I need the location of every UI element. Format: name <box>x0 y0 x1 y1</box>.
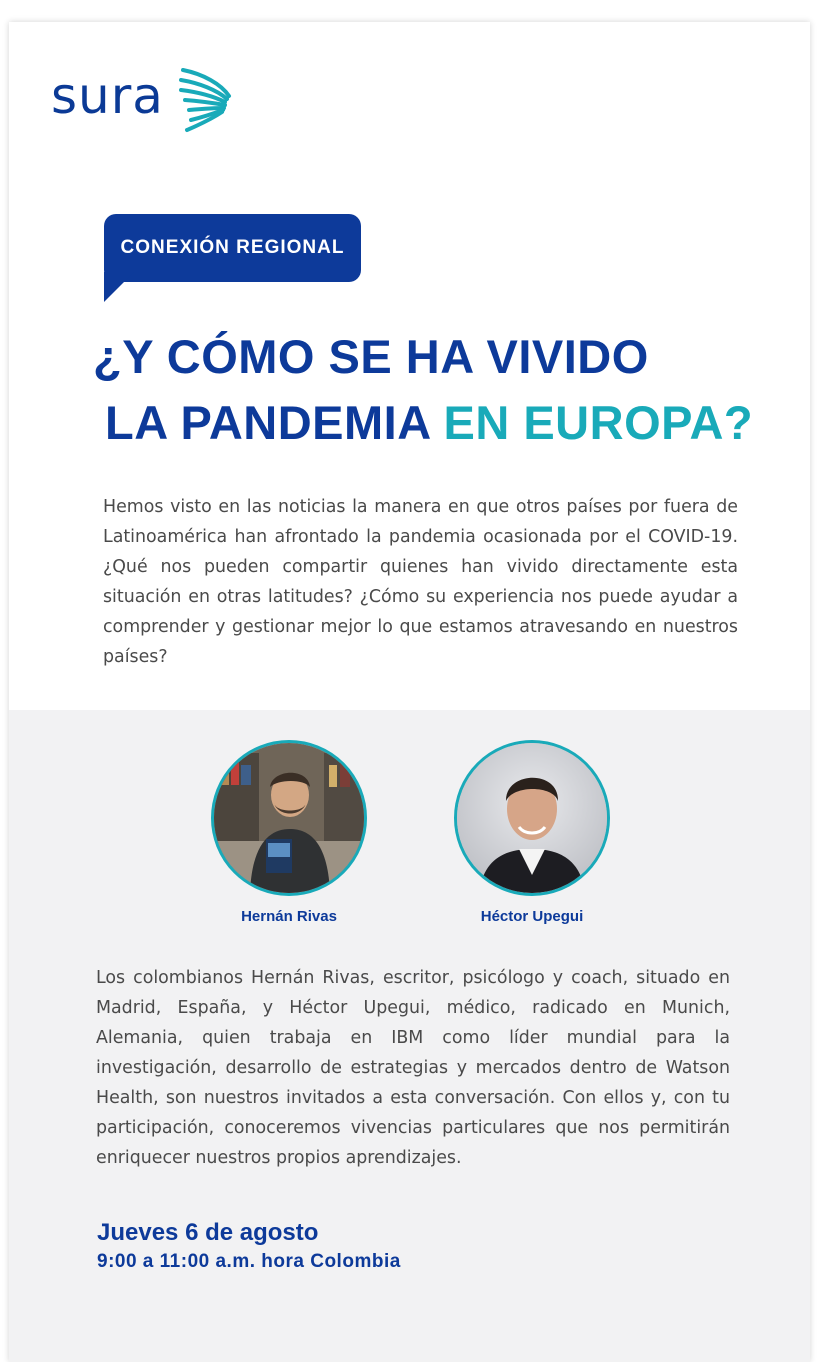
section-tag-label: CONEXIÓN REGIONAL <box>120 237 345 258</box>
speaker-hernan <box>209 740 369 925</box>
speech-bubble-tail <box>104 272 134 302</box>
speaker-photo-hector <box>454 740 610 896</box>
speaker-name: Hernán Rivas <box>241 908 337 925</box>
headline <box>93 324 793 456</box>
event-date: Jueves 6 de agosto <box>97 1219 319 1246</box>
headline-line2 <box>93 390 793 456</box>
speaker-photo-hernan <box>211 740 367 896</box>
photo-illustration <box>214 743 364 893</box>
logo-wordmark: sura <box>51 67 164 125</box>
sura-logo <box>51 66 241 136</box>
photo-illustration <box>457 743 607 893</box>
wing-icon <box>177 66 237 136</box>
header-section <box>9 22 810 710</box>
headline-line1: ¿Y CÓMO SE HA VIVIDO <box>93 330 649 383</box>
speaker-hector <box>452 740 612 925</box>
headline-line2-main: LA PANDEMIA <box>105 396 430 449</box>
speaker-name: Héctor Upegui <box>480 908 584 925</box>
intro-paragraph: Hemos visto en las noticias la manera en que otros países por fuera de Latinoamérica han afrontado la pandemia ocasionada por el COVID-19. ¿Qué nos pueden compartir quienes han vivido directamente esta situación en otras latitudes? ¿Cómo su experiencia nos puede ayudar a comprender y gestionar mejor lo que estamos atravesando en nuestros países? <box>103 497 738 667</box>
headline-line2-accent: EN EUROPA? <box>443 396 754 449</box>
section-tag <box>104 214 361 282</box>
event-time: 9:00 a 11:00 a.m. hora Colombia <box>97 1251 401 1272</box>
bio-paragraph: Los colombianos Hernán Rivas, escritor, psicólogo y coach, situado en Madrid, España, y Héctor Upegui, médico, radicado en Munich, Alemania, quien trabaja en IBM como líder mundial para la investigación, desarrollo de estrategias y mercados dentro de Watson Health, son nuestros invitados a esta conversación. Con ellos y, con tu participación, conoceremos vivencias particulares que nos permitirán enriquecer nuestros propios aprendizajes. <box>96 968 730 1168</box>
